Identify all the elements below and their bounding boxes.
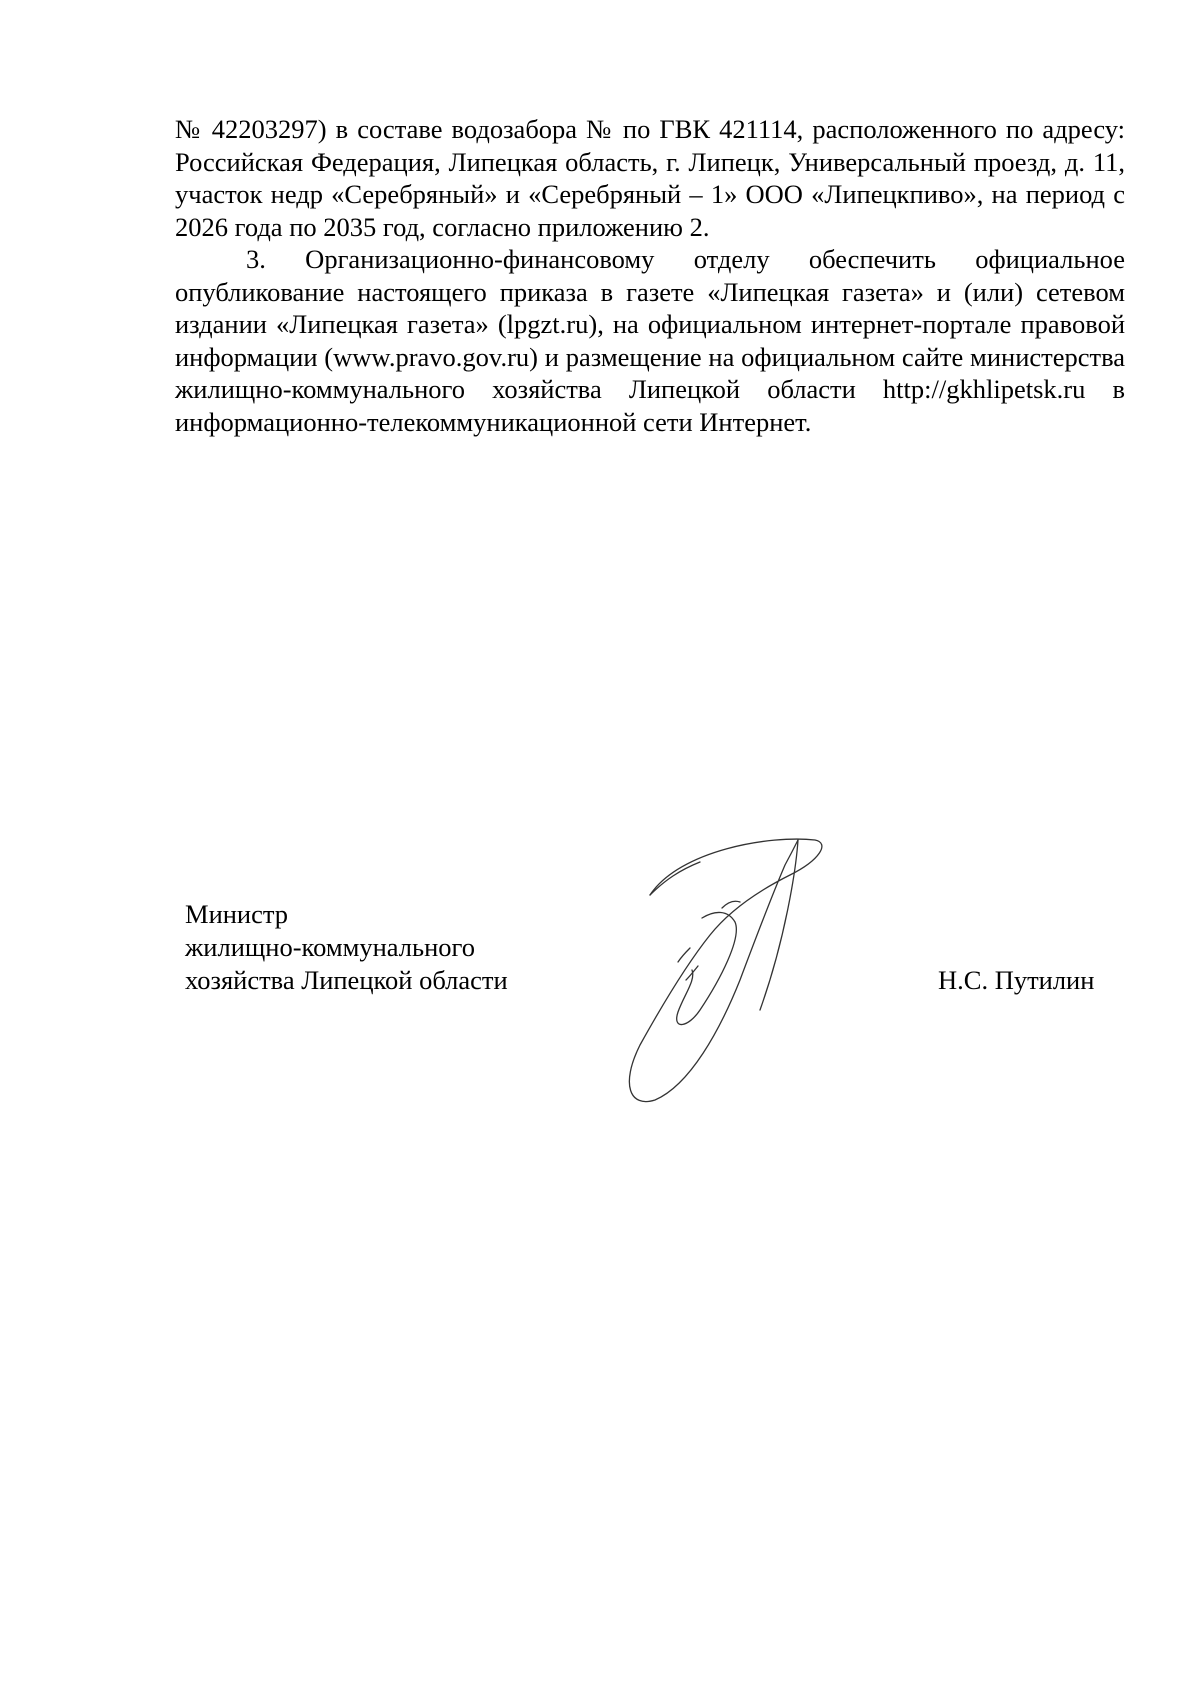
paragraph-continuation: № 42203297) в составе водозабора № по ГВК 421114, расположенного по адресу: Российская Федерация, Липецкая область, г. Липецк, Универсальный проезд, д. 11, участок недр «Серебряный» и «Серебряный – 1» ООО «Липецкпиво», на период с 2026 года по 2035 год, согласно приложению 2.	[175, 114, 1125, 242]
signatory-title-line: жилищно-коммунального	[185, 932, 475, 962]
signatory-title-line: хозяйства Липецкой области	[185, 965, 508, 995]
signatory-title-line: Министр	[185, 899, 289, 929]
signatory-title	[185, 898, 508, 997]
signatory-name: Н.С. Путилин	[938, 965, 1095, 995]
handwritten-signature-icon	[620, 830, 860, 1110]
paragraph-item-3: 3. Организационно-финансовому отделу обеспечить официальное опубликование настоящего приказа в газете «Липецкая газета» и (или) сетевом издании «Липецкая газета» (lpgzt.ru), на официальном интернет-портале правовой информации (www.pravo.gov.ru) и размещение на официальном сайте министерства жилищно-коммунального хозяйства Липецкой области http://gkhlipetsk.ru в информационно-телекоммуникационной сети Интернет.	[175, 244, 1125, 437]
document-body	[175, 113, 1125, 438]
